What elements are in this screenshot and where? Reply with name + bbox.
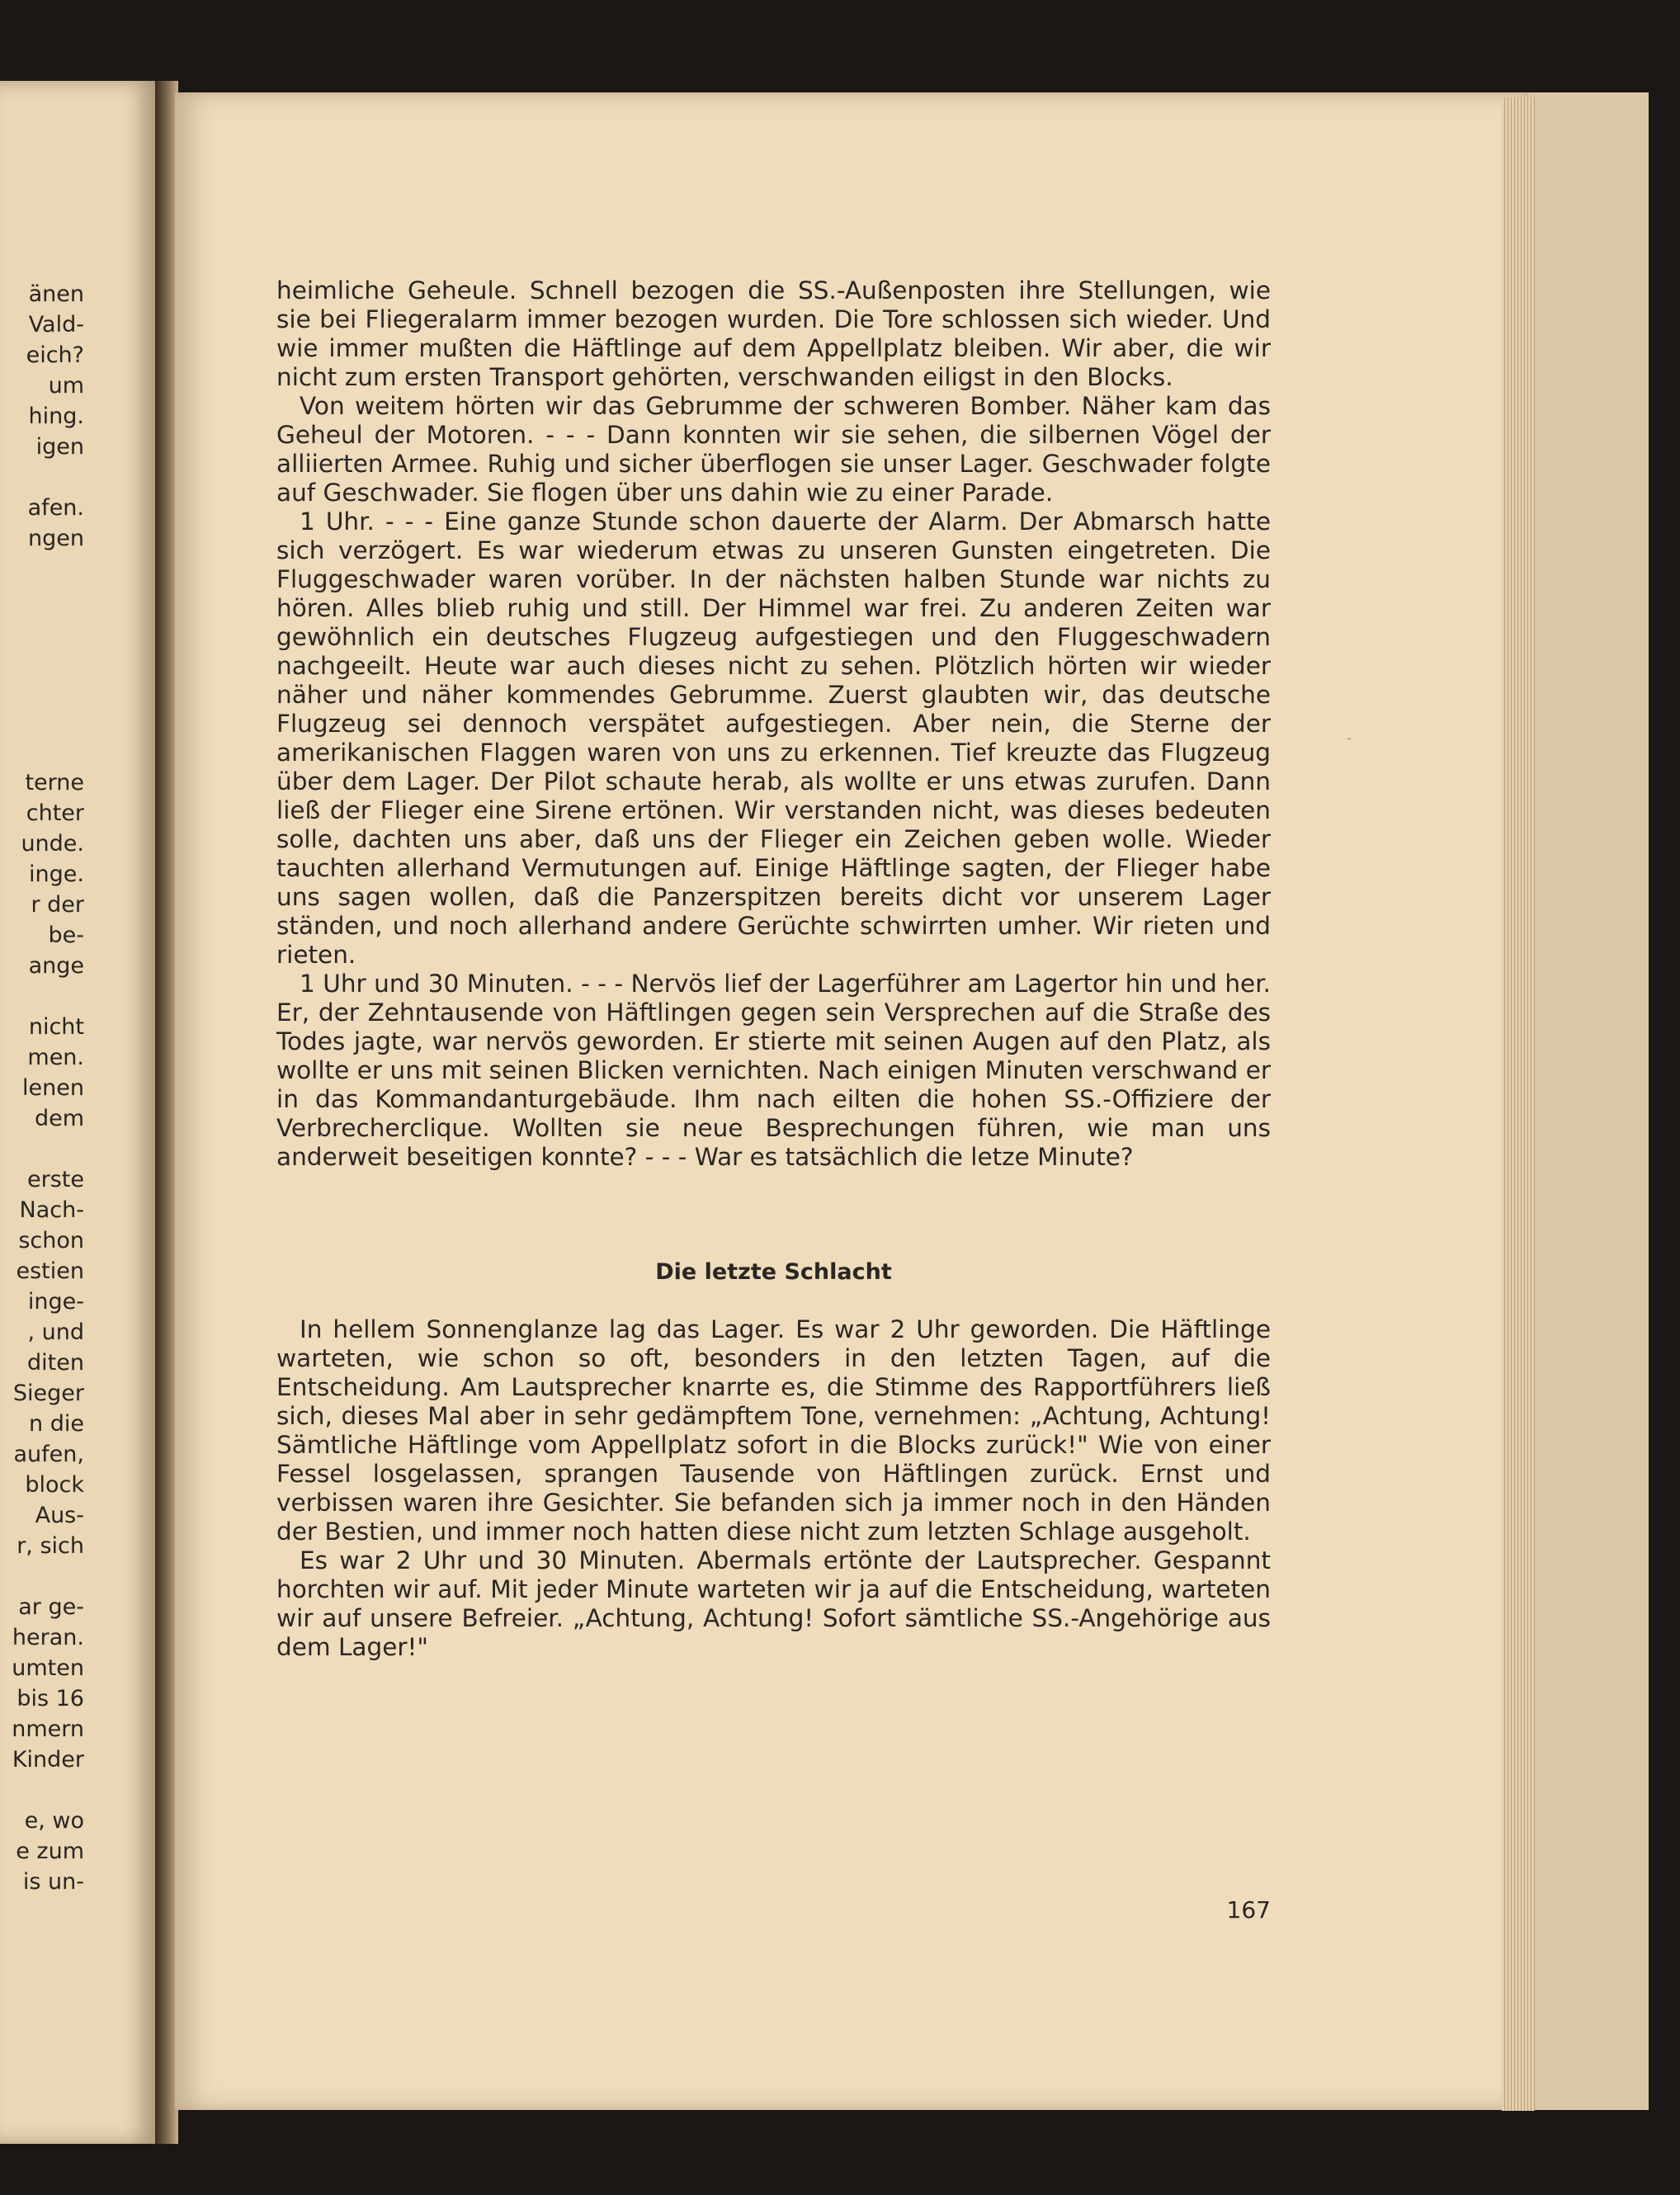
- paragraph: 1 Uhr und 30 Minuten. - - - Nervös lief der Lagerführer am Lagertor hin und her. Er, der Zehntausende von Häftlingen gegen sein Versprechen auf die Straße des Todes jagte, war nervös geworden. Er stierte mit seinen Augen auf den Platz, als wollte er uns mit seinen Blicken vernichten. Nach einigen Minuten verschwand er in das Kommandanturgebäude. Ihm nach eilten die hohen SS.-Offiziere der Verbrecherclique. Wollten sie neue Besprechungen führen, wie man uns anderweit beseitigen konnte? - - - War es tatsächlich die letze Minute?: [276, 970, 1271, 1171]
- left-page-fragment: n die: [29, 1411, 84, 1437]
- left-page-fragment: Vald-: [28, 312, 84, 338]
- left-page-fragment: men.: [27, 1045, 84, 1070]
- left-page-fragment: [0, 981, 84, 1012]
- left-page-fragment: hing.: [28, 404, 84, 429]
- left-page-fragment: [0, 584, 84, 615]
- left-page-fragment: lenen: [22, 1075, 84, 1101]
- body-text: [276, 276, 1271, 1662]
- left-page-fragment: [0, 462, 84, 493]
- left-page-fragment: [0, 615, 84, 645]
- left-page-fragment: is un-: [22, 1869, 84, 1895]
- page-edges: [1502, 97, 1535, 2111]
- left-page-fragment: be-: [48, 923, 84, 948]
- left-page-fragment: terne: [25, 770, 84, 795]
- left-page-fragment: [0, 1561, 84, 1592]
- left-page-fragment: unde.: [21, 831, 84, 857]
- left-page-fragment: , und: [27, 1319, 84, 1345]
- left-page-fragment: Nach-: [19, 1197, 84, 1223]
- left-page-fragment: chter: [26, 800, 84, 826]
- left-page-text-fragments: [0, 279, 84, 1897]
- left-page-fragment: bis 16: [17, 1686, 84, 1711]
- left-page-fragment: [0, 554, 84, 584]
- page-number: 167: [1226, 1896, 1271, 1924]
- stray-mark: -: [1347, 730, 1352, 746]
- paragraph: heimliche Geheule. Schnell bezogen die SS.-Außenposten ihre Stellungen, wie sie bei Fliegeralarm immer bezogen wurden. Die Tore schlossen sich wieder. Und wie immer mußten die Häftlinge auf dem Appellplatz bleiben. Wir aber, die wir nicht zum ersten Transport gehörten, verschwanden eiligst in den Blocks.: [276, 276, 1271, 391]
- left-page-fragment: [0, 645, 84, 676]
- left-page-fragment: [0, 706, 84, 737]
- paragraph: 1 Uhr. - - - Eine ganze Stunde schon dauerte der Alarm. Der Abmarsch hatte sich verzögert. Es war wiederum etwas zu unseren Gunsten eingetreten. Die Fluggeschwader waren vorüber. In der nächsten halben Stunde war nichts zu hören. Alles blieb ruhig und still. Der Himmel war frei. Zu anderen Zeiten war gewöhnlich ein deutsches Flugzeug aufgestiegen und den Fluggeschwadern nachgeeilt. Heute war auch dieses nicht zu sehen. Plötzlich hörten wir wieder näher und näher kommendes Gebrumme. Zuerst glaubten wir, das deutsche Flugzeug sei dennoch verspätet aufgestiegen. Aber nein, die Sterne der amerikanischen Flaggen waren von uns zu erkennen. Tief kreuzte das Flugzeug über dem Lager. Der Pilot schaute herab, als wollte er uns etwas zurufen. Dann ließ der Flieger eine Sirene ertönen. Wir verstanden nicht, was dieses bedeuten solle, dachten uns aber, daß uns der Flieger ein Zeichen geben wolle. Wieder tauchten allerhand Vermutungen auf. Einige Häftlinge sagten, der Flieger habe uns sagen wollen, daß die Panzerspitzen bereits dicht vor unserem Lager ständen, und noch allerhand andere Gerüchte schwirrten umher. Wir rieten und rieten.: [276, 507, 1271, 969]
- left-page-fragment: Kinder: [12, 1747, 84, 1773]
- left-page-fragment: nmern: [12, 1716, 84, 1742]
- left-page-fragment: ngen: [28, 526, 84, 551]
- left-page: [0, 81, 157, 2144]
- left-page-fragment: Aus-: [35, 1503, 84, 1528]
- left-page-fragment: aufen,: [13, 1442, 84, 1467]
- left-page-fragment: [0, 737, 84, 767]
- left-page-fragment: eich?: [26, 342, 84, 368]
- paragraph: Von weitem hörten wir das Gebrumme der schweren Bomber. Näher kam das Geheul der Motoren. - - - Dann konnten wir sie sehen, die silbernen Vögel der alliierten Armee. Ruhig und sicher überflogen sie unser Lager. Geschwader folgte auf Geschwader. Sie flogen über uns dahin wie zu einer Parade.: [276, 392, 1271, 507]
- left-page-fragment: heran.: [12, 1625, 84, 1650]
- paragraph: In hellem Sonnenglanze lag das Lager. Es war 2 Uhr geworden. Die Häftlinge warteten, wie schon so oft, besonders in den letzten Tagen, auf die Entscheidung. Am Lautsprecher knarrte es, die Stimme des Rapportführers ließ sich, dieses Mal aber in sehr gedämpftem Tone, vernehmen: „Achtung, Achtung! Sämtliche Häftlinge vom Appellplatz sofort in die Blocks zurück!" Wie von einer Fessel losgelassen, sprangen Tausende von Häftlingen zurück. Ernst und verbissen waren ihre Gesichter. Sie befanden sich ja immer noch in den Händen der Bestien, und immer noch hatten diese nicht zum letzten Schlage ausgeholt.: [276, 1315, 1271, 1546]
- left-page-fragment: afen.: [27, 495, 84, 521]
- left-page-fragment: schon: [18, 1228, 84, 1253]
- left-page-fragment: inge.: [29, 861, 84, 887]
- left-page-fragment: ar ge-: [18, 1594, 84, 1620]
- left-page-fragment: e, wo: [24, 1808, 84, 1834]
- left-page-fragment: erste: [27, 1167, 84, 1192]
- left-page-fragment: [0, 1134, 84, 1164]
- left-page-fragment: änen: [28, 281, 84, 307]
- left-page-fragment: r der: [31, 892, 84, 918]
- book-back-board: [1525, 92, 1649, 2110]
- left-page-fragment: inge-: [27, 1289, 84, 1315]
- left-page-fragment: igen: [35, 434, 84, 460]
- left-page-fragment: block: [25, 1472, 84, 1498]
- left-page-fragment: diten: [27, 1350, 84, 1376]
- left-page-fragment: um: [48, 373, 84, 399]
- section-heading: Die letzte Schlacht: [655, 1259, 892, 1285]
- left-page-fragment: Sieger: [12, 1381, 84, 1406]
- left-page-fragment: [0, 1775, 84, 1806]
- left-page-fragment: [0, 676, 84, 706]
- left-page-fragment: ange: [28, 953, 84, 979]
- left-page-fragment: nicht: [28, 1014, 84, 1040]
- left-page-fragment: estien: [16, 1258, 84, 1284]
- left-page-fragment: e zum: [16, 1839, 84, 1864]
- paragraph: Es war 2 Uhr und 30 Minuten. Abermals ertönte der Lautsprecher. Gespannt horchten wir auf. Mit jeder Minute warteten wir ja auf die Entscheidung, warteten wir auf unsere Befreier. „Achtung, Achtung! Sofort sämtliche SS.-Angehörige aus dem Lager!": [276, 1546, 1271, 1661]
- left-page-fragment: dem: [34, 1106, 84, 1131]
- left-page-fragment: r, sich: [17, 1533, 84, 1559]
- left-page-fragment: umten: [12, 1655, 84, 1681]
